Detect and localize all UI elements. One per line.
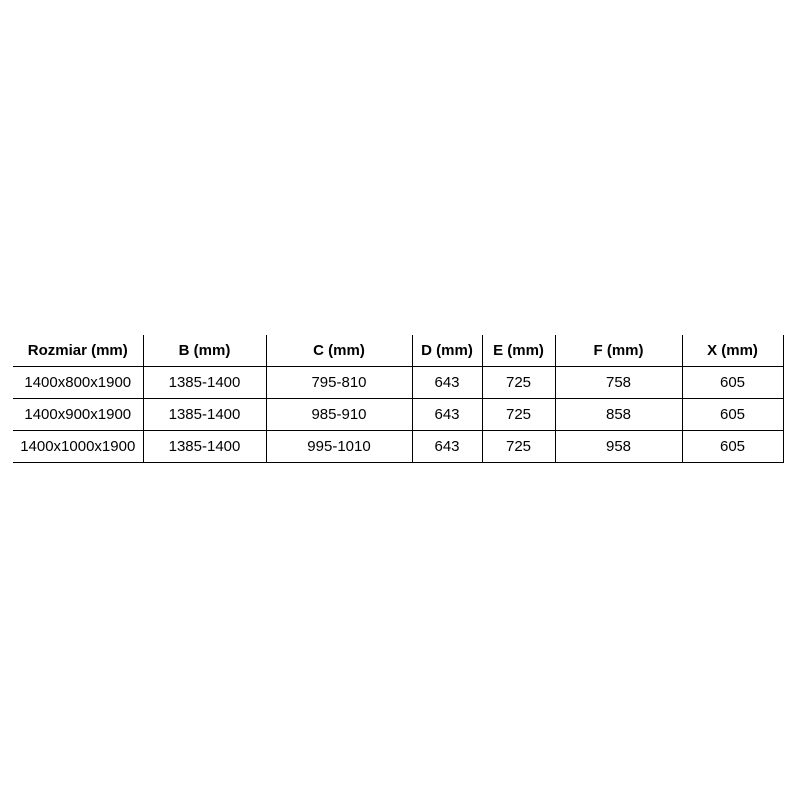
table-cell-e: 725 (482, 367, 555, 399)
table-cell-rozmiar: 1400x800x1900 (13, 367, 143, 399)
column-header-b: B (mm) (143, 335, 266, 367)
column-header-x: X (mm) (682, 335, 783, 367)
table-row (13, 431, 783, 463)
table-cell-f: 758 (555, 367, 682, 399)
table-cell-d: 643 (412, 367, 482, 399)
table-cell-b: 1385-1400 (143, 367, 266, 399)
column-header-e: E (mm) (482, 335, 555, 367)
column-header-d: D (mm) (412, 335, 482, 367)
table-cell-d: 643 (412, 399, 482, 431)
table-cell-rozmiar: 1400x900x1900 (13, 399, 143, 431)
column-header-rozmiar: Rozmiar (mm) (13, 335, 143, 367)
table-cell-x: 605 (682, 399, 783, 431)
column-header-c: C (mm) (266, 335, 412, 367)
table-row (13, 399, 783, 431)
table-cell-x: 605 (682, 367, 783, 399)
table-cell-c: 795-810 (266, 367, 412, 399)
table-cell-b: 1385-1400 (143, 431, 266, 463)
table-cell-d: 643 (412, 431, 482, 463)
table-cell-b: 1385-1400 (143, 399, 266, 431)
header-row (13, 335, 783, 367)
table-cell-f: 858 (555, 399, 682, 431)
table-cell-x: 605 (682, 431, 783, 463)
table-cell-c: 985-910 (266, 399, 412, 431)
table-cell-f: 958 (555, 431, 682, 463)
column-header-f: F (mm) (555, 335, 682, 367)
table-row (13, 367, 783, 399)
table-cell-e: 725 (482, 431, 555, 463)
table-cell-c: 995-1010 (266, 431, 412, 463)
size-table (13, 335, 784, 463)
table-cell-e: 725 (482, 399, 555, 431)
table-cell-rozmiar: 1400x1000x1900 (13, 431, 143, 463)
